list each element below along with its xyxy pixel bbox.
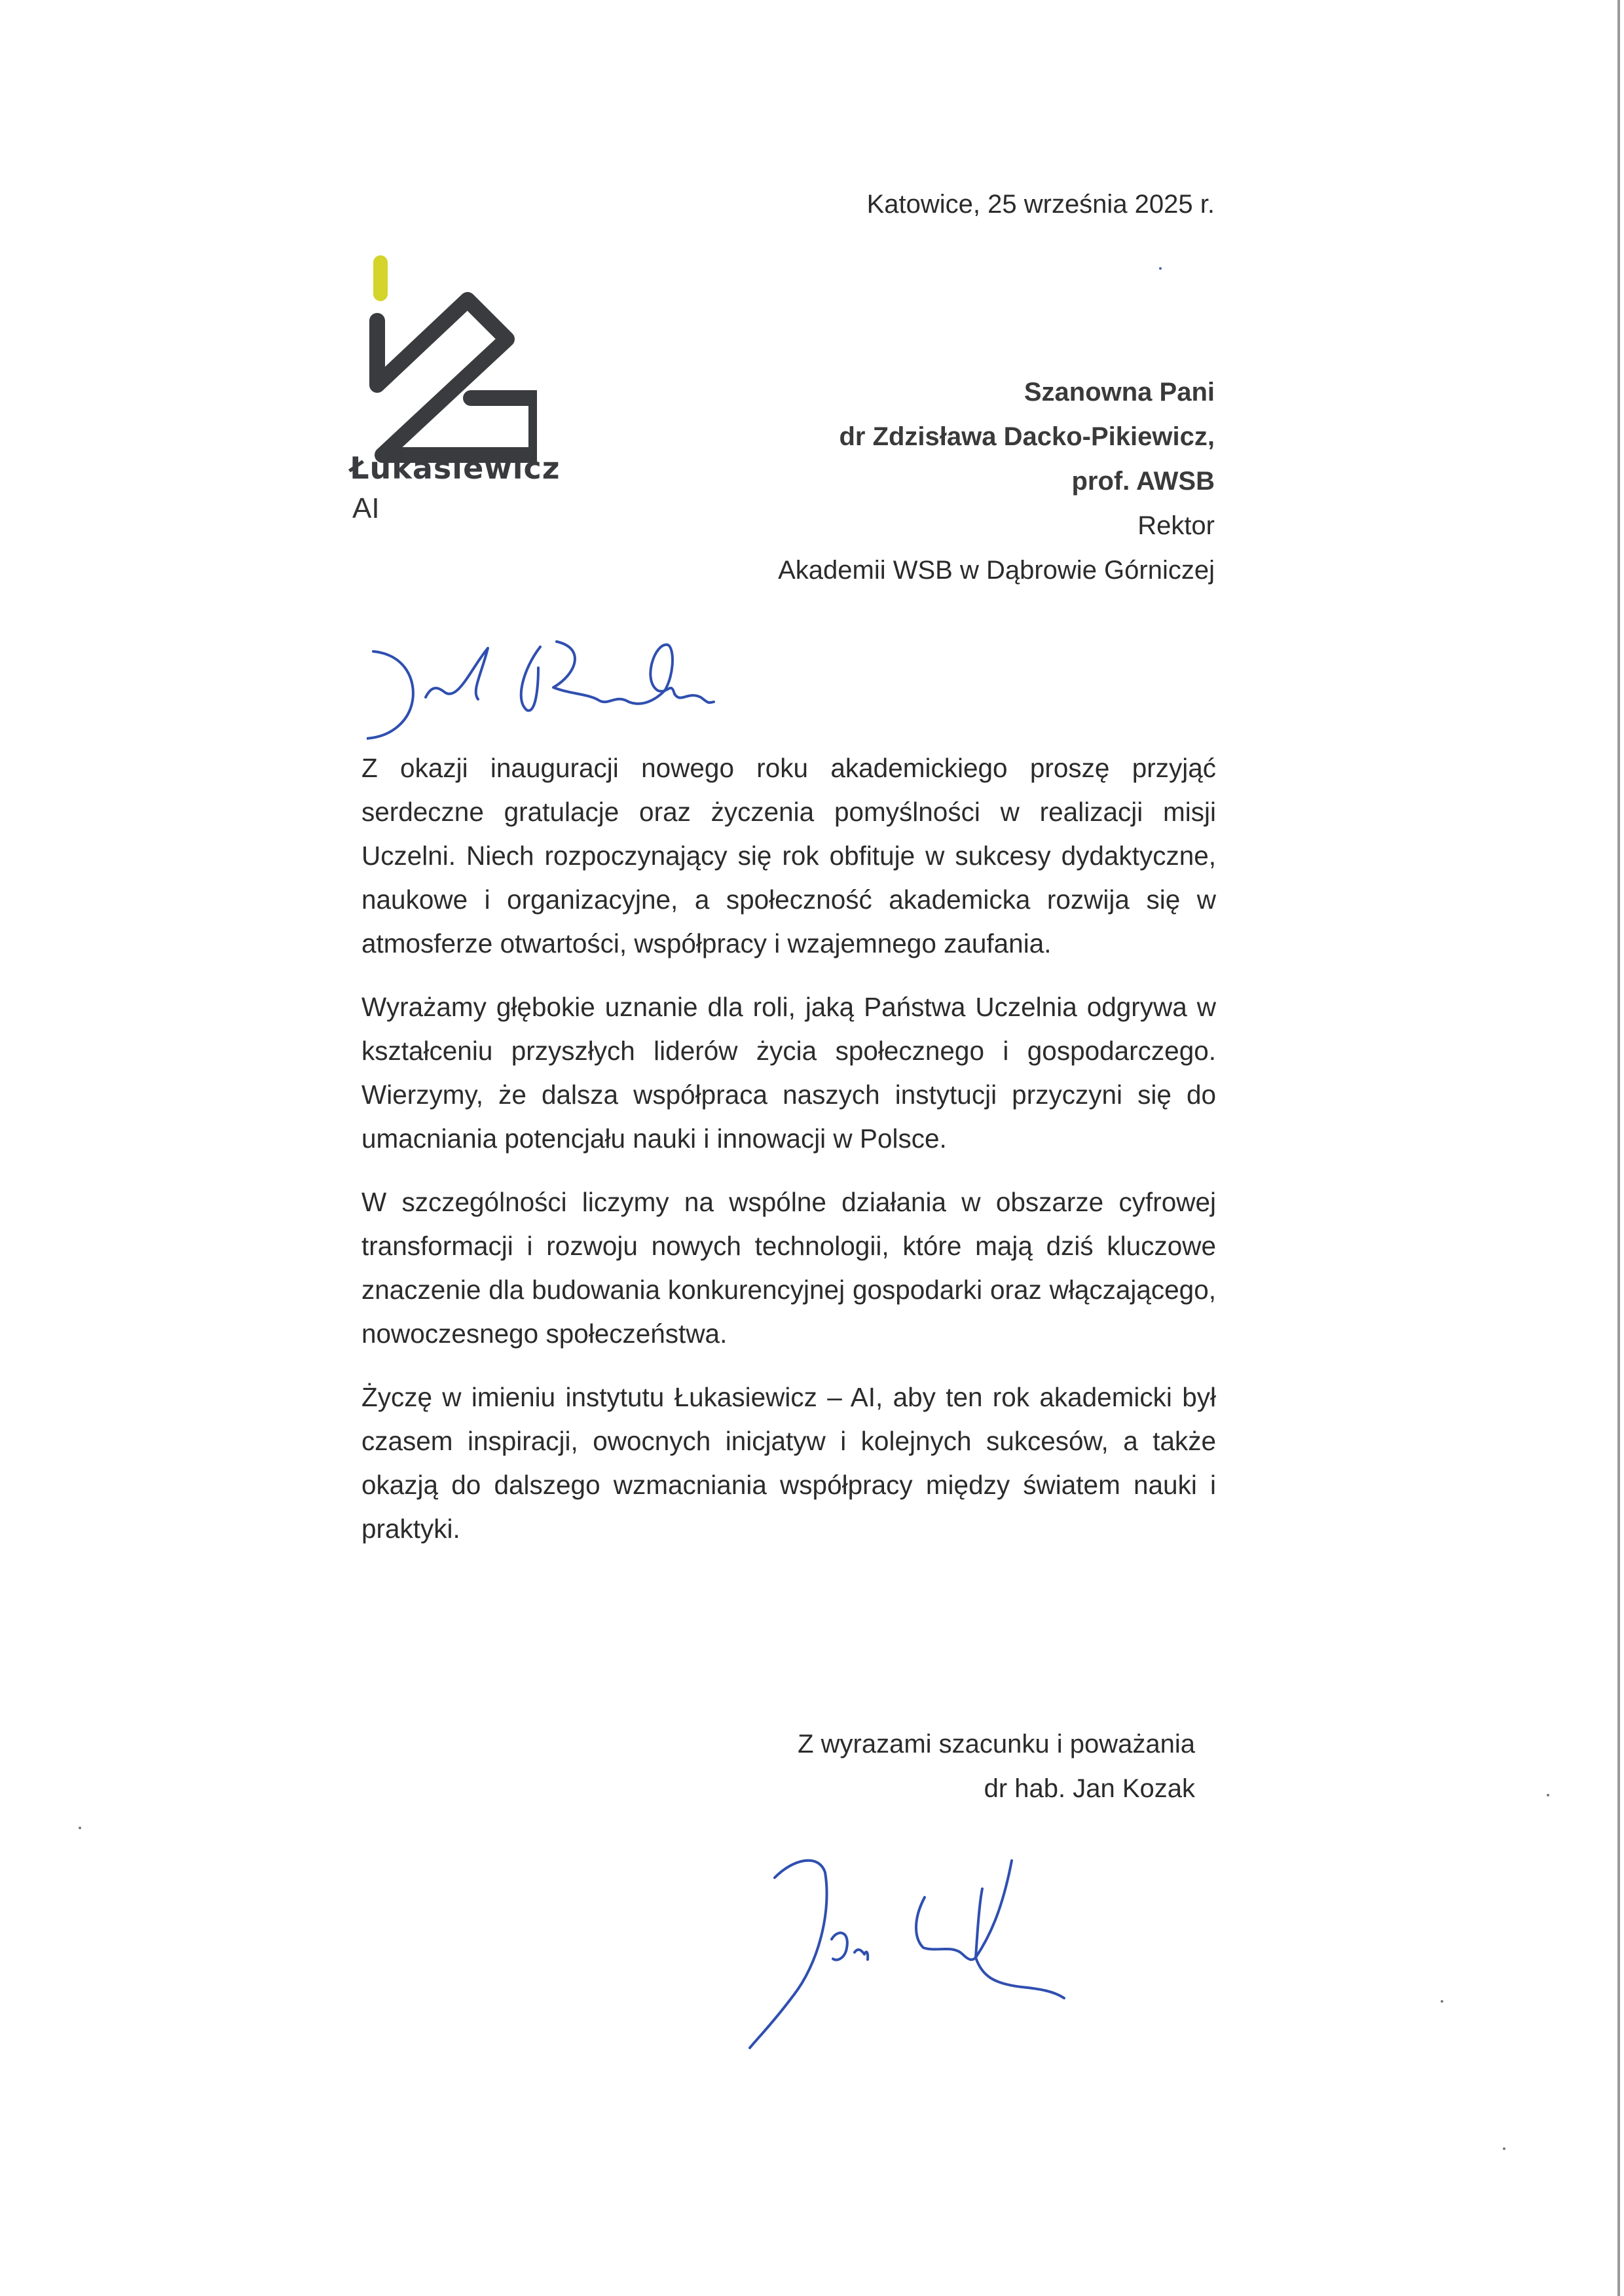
signature-stroke — [976, 1958, 1064, 1998]
recipient-position: Rektor — [1137, 511, 1215, 540]
recipient-institution: Akademii WSB w Dąbrowie Górniczej — [778, 556, 1215, 585]
signature-stroke — [976, 1861, 1012, 1958]
body-paragraph: W szczególności liczymy na wspólne działania w obszarze cyfrowej transformacji i rozwoju nowych technologii, które mają dziś kluczowe znaczenie dla budowania konkurencyjnej gospodarki oraz włączającego, nowoczesnego społeczeństwa. — [361, 1187, 1216, 1349]
scan-speck — [1441, 2000, 1443, 2003]
recipient-name: dr Zdzisława Dacko-Pikiewicz, — [839, 422, 1215, 451]
logo-mark — [377, 300, 536, 455]
logo-unit-name: AI — [352, 492, 380, 524]
scan-speck — [1547, 1794, 1549, 1796]
greeting-stroke — [426, 648, 488, 699]
greeting-stroke — [367, 651, 413, 738]
closing-block — [798, 1722, 1195, 1811]
logo-organization-name: Łukasiewicz — [350, 450, 561, 486]
signature-stroke — [916, 1889, 982, 1959]
greeting-stroke — [521, 647, 540, 710]
scan-speck — [1503, 2147, 1505, 2150]
signature-stroke — [750, 1861, 827, 2048]
signature-stroke — [832, 1933, 847, 1959]
salutation: Szanowna Pani — [1024, 378, 1215, 407]
greeting-stroke — [553, 642, 714, 704]
signature-stroke — [855, 1950, 868, 1959]
page-edge-line — [1617, 0, 1620, 2296]
body-paragraph: Wyrażamy głębokie uznanie dla roli, jaką Państwa Uczelnia odgrywa w kształceniu przyszłych liderów życia społecznego i gospodarczego. Wierzymy, że dalsza współpraca naszych instytucji przyczyni się do umacniania potencjału nauki i innowacji w Polsce. — [361, 992, 1216, 1154]
signatory-name: dr hab. Jan Kozak — [984, 1774, 1195, 1803]
recipient-title: prof. AWSB — [1071, 467, 1215, 496]
recipient-block — [778, 370, 1215, 592]
date-line: Katowice, 25 września 2025 r. — [866, 190, 1215, 219]
closing-phrase: Z wyrazami szacunku i poważania — [798, 1730, 1195, 1758]
signature-icon — [733, 1840, 1388, 2062]
letter-body — [361, 746, 1216, 1571]
handwritten-greeting-icon — [367, 629, 838, 746]
body-paragraph: Z okazji inauguracji nowego roku akademickiego proszę przyjąć serdeczne gratulacje oraz życzenia pomyślności w realizacji misji Uczelni. Niech rozpoczynający się rok obfituje w sukcesy dydaktyczne, naukowe i organizacyjne, a społeczność akademicka rozwija się w atmosferze otwartości, współpracy i wzajemnego zaufania. — [361, 753, 1216, 958]
body-paragraph: Życzę w imieniu instytutu Łukasiewicz – AI, aby ten rok akademicki był czasem inspiracji, owocnych inicjatyw i kolejnych sukcesów, a także okazją do dalszego wzmacniania współpracy między światem nauki i praktyki. — [361, 1382, 1216, 1544]
scan-speck — [79, 1827, 81, 1829]
lukasiewicz-logo-icon — [347, 242, 537, 530]
logo-accent-bar — [373, 255, 388, 301]
scan-speck — [1159, 267, 1162, 270]
